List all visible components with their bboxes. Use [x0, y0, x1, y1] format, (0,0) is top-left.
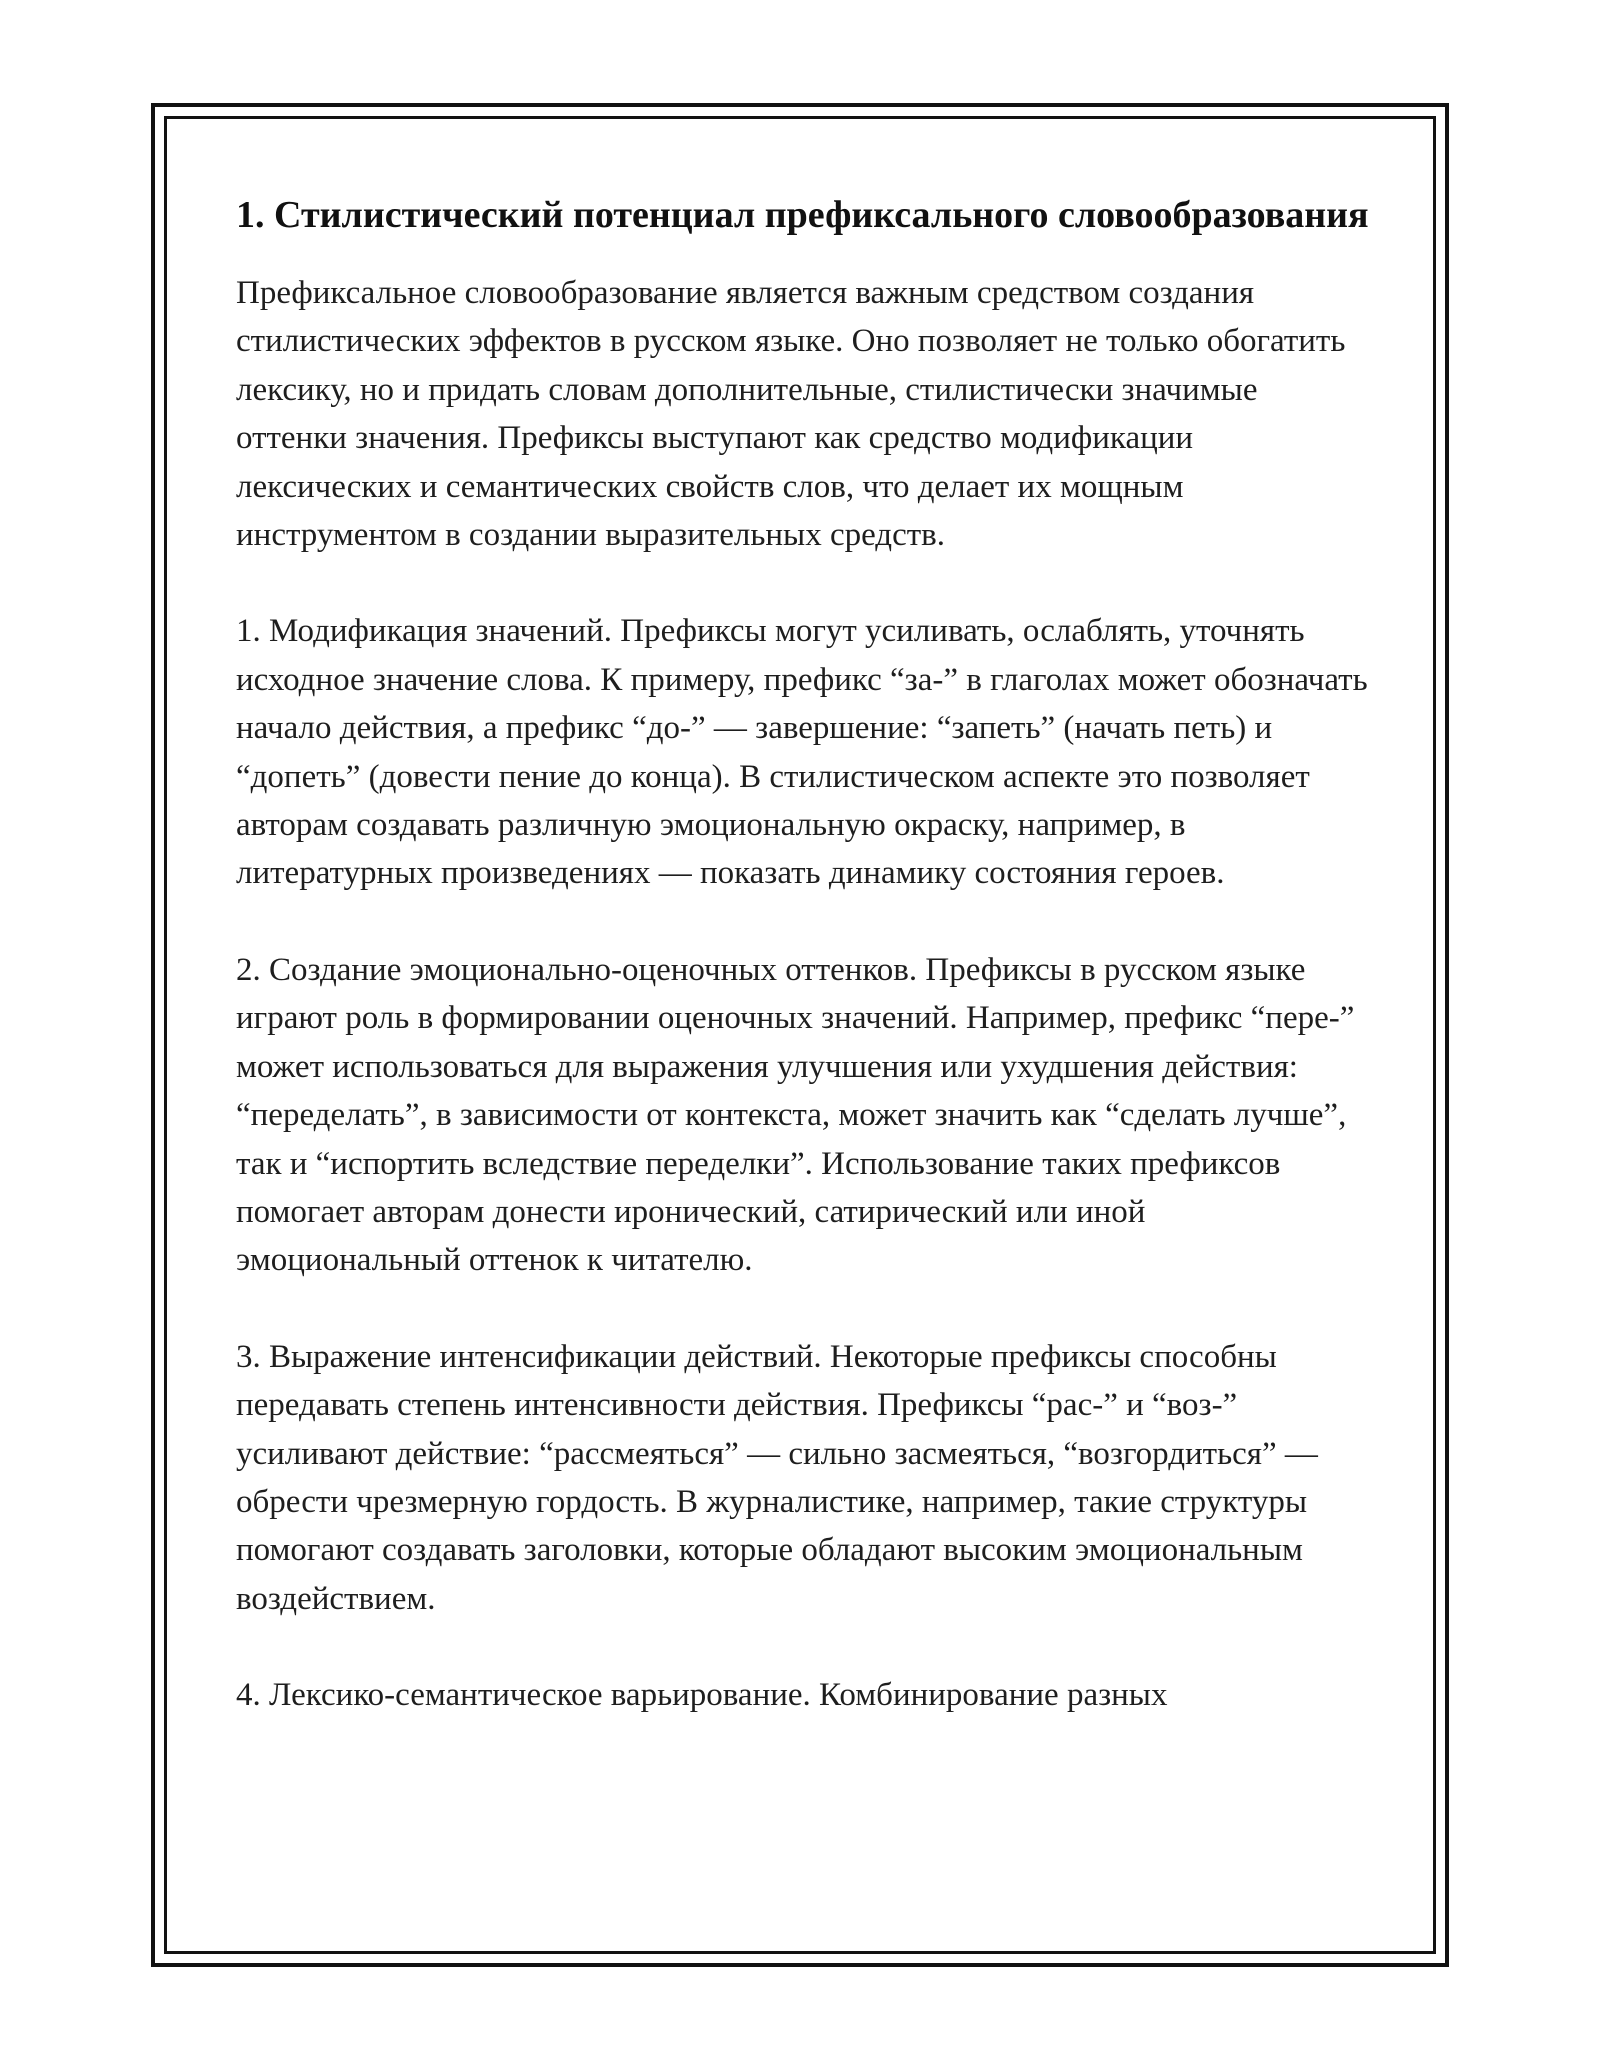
paragraph-item-1: 1. Модификация значений. Префиксы могут усиливать, ослаблять, уточнять исходное значение слова. К примеру, префикс “за-” в глаголах может обозначать начало действия, а префикс “до-” — завершение: “запеть” (начать петь) и “допеть” (довести пение до конца). В стилистическом аспекте это позволяет авторам создавать различную эмоциональную окраску, например, в литературных произведениях — показать динамику состояния героев. — [236, 613, 1368, 892]
section-heading: 1. Стилистический потенциал префиксального словообразования — [236, 194, 1369, 236]
paragraph-item-4: 4. Лексико-семантическое варьирование. Комбинирование разных — [236, 1677, 1168, 1714]
document-body — [236, 188, 1376, 1720]
paragraph-item-3: 3. Выражение интенсификации действий. Некоторые префиксы способны передавать степень интенсивности действия. Префиксы “рас-” и “воз-” усиливают действие: “рассмеяться” — сильно засмеяться, “возгордиться” — обрести чрезмерную гордость. В журналистике, например, такие структуры помогают создавать заголовки, которые обладают высоким эмоциональным воздействием. — [236, 1338, 1318, 1617]
paragraph-intro: Префиксальное словообразование является важным средством создания стилистических эффектов в русском языке. Оно позволяет не только обогатить лексику, но и придать словам дополнительные, стилистически значимые оттенки значения. Префиксы выступают как средство модификации лексических и семантических свойств слов, что делает их мощным инструментом в создании выразительных средств. — [236, 275, 1346, 554]
paragraph-item-2: 2. Создание эмоционально-оценочных оттенков. Префиксы в русском языке играют роль в формировании оценочных значений. Например, префикс “пере-” может использоваться для выражения улучшения или ухудшения действия: “переделать”, в зависимости от контекста, может значить как “сделать лучше”, так и “испортить вследствие переделки”. Использование таких префиксов помогает авторам донести иронический, сатирический или иной эмоциональный оттенок к читателю. — [236, 951, 1355, 1279]
